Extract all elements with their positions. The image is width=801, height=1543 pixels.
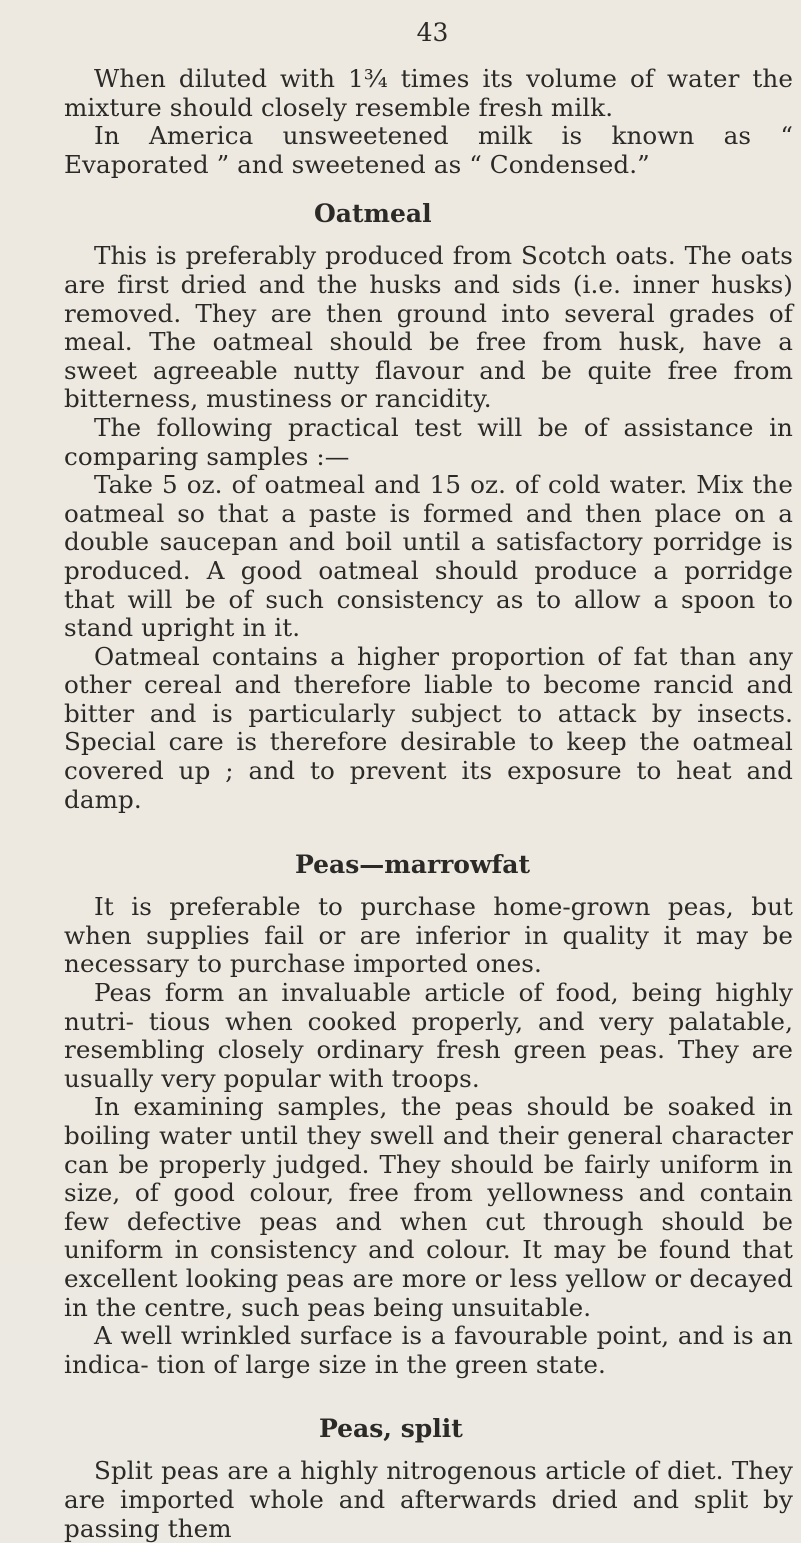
paragraph: The following practical test will be of assistance in comparing samples :—	[64, 412, 793, 471]
section-heading-oatmeal: Oatmeal	[314, 199, 432, 229]
paragraph: Split peas are a highly nitrogenous article of diet. They are imported whole and afterwards dried and split by passing them	[64, 1456, 793, 1543]
paragraph: When diluted with 1¾ times its volume of water the mixture should closely resemble fresh milk.	[64, 64, 793, 122]
paragraph: Take 5 oz. of oatmeal and 15 oz. of cold water. Mix the oatmeal so that a paste is formed and then place on a double saucepan and boil until a satisfactory porridge is produced. A good oatmeal should produce a porridge that will be of such consistency as to allow a spoon to stand upright in it.	[64, 470, 793, 643]
paragraph: This is preferably produced from Scotch oats. The oats are first dried and the husks and sids (i.e. inner husks) removed. They are then ground into several grades of meal. The oatmeal should be free from husk, have a sweet agreeable nutty flavour and be quite free from bitterness, mustiness or rancidity.	[64, 241, 793, 414]
paragraph: It is preferable to purchase home-grown peas, but when supplies fail or are inferior in quality it may be necessary to purchase imported ones.	[64, 892, 793, 979]
paragraph: A well wrinkled surface is a favourable point, and is an indica- tion of large size in the green state.	[64, 1321, 793, 1379]
page-number: 43	[416, 18, 449, 47]
paragraph: Peas form an invaluable article of food, being highly nutri- tious when cooked properly, and very palatable, resembling closely ordinary fresh green peas. They are usually very popular with troops.	[64, 978, 793, 1093]
paragraph: Oatmeal contains a higher proportion of fat than any other cereal and therefore liable to become rancid and bitter and is particularly subject to attack by insects. Special care is therefore desirable to keep the oatmeal covered up ; and to prevent its exposure to heat and damp.	[64, 641, 793, 814]
section-heading-peas-split: Peas, split	[319, 1414, 463, 1444]
section-heading-peas-marrowfat: Peas—marrowfat	[295, 850, 530, 880]
paragraph: In America unsweetened milk is known as “ Evaporated ” and sweetened as “ Condensed.”	[64, 121, 793, 179]
paragraph: In examining samples, the peas should be soaked in boiling water until they swell and their general character can be properly judged. They should be fairly uniform in size, of good colour, free from yellowness and contain few defective peas and when cut through should be uniform in consistency and colour. It may be found that excellent looking peas are more or less yellow or decayed in the centre, such peas being unsuitable.	[64, 1092, 793, 1322]
